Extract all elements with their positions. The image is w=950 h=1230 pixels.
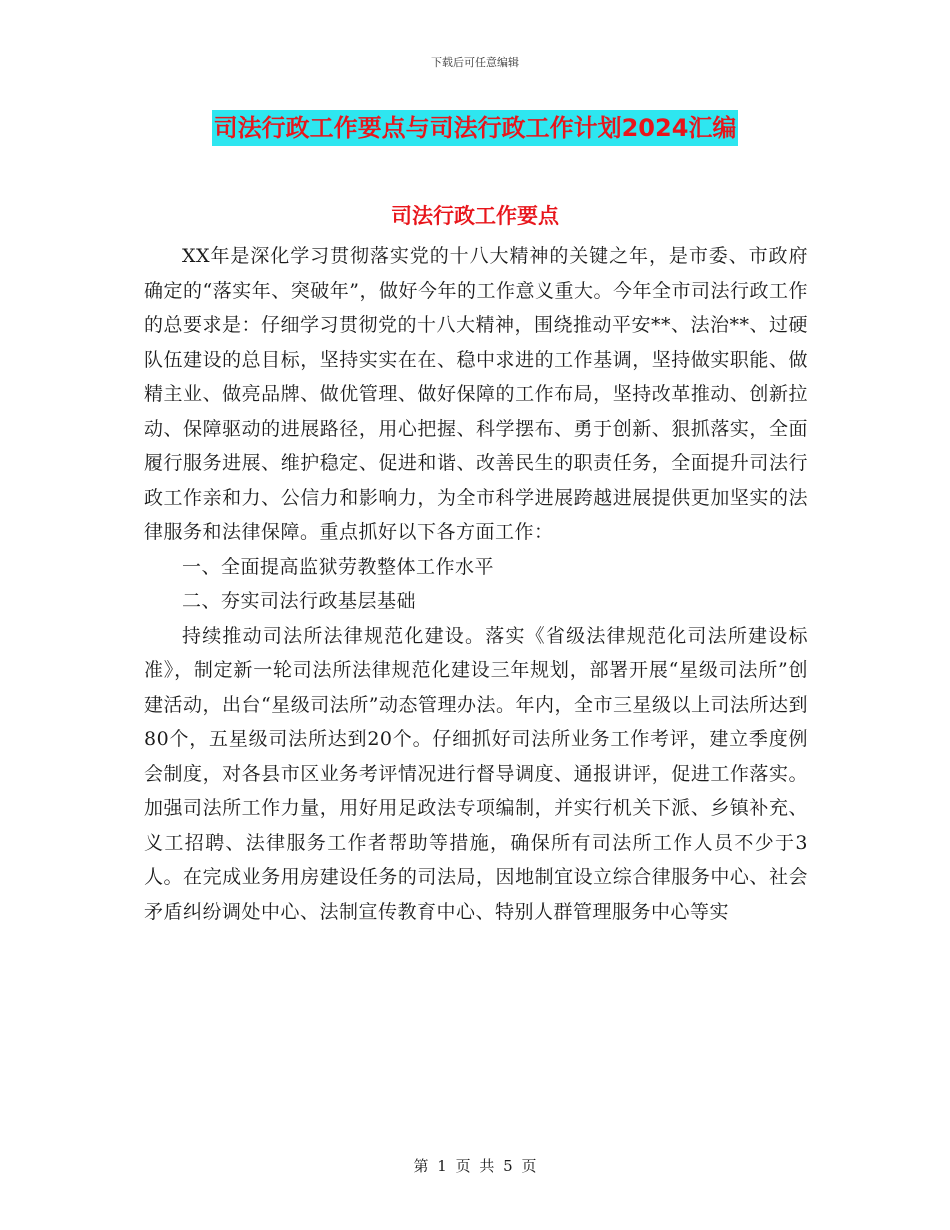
document-title-container — [0, 110, 950, 146]
paragraph-intro: XX年是深化学习贯彻落实党的十八大精神的关键之年，是市委、市政府确定的“落实年、突破年”，做好今年的工作意义重大。今年全市司法行政工作的总要求是：仔细学习贯彻党的十八大精神，围绕推动平安**、法治**、过硬队伍建设的总目标，坚持实实在在、稳中求进的工作基调，坚持做实职能、做精主业、做亮品牌、做优管理、做好保障的工作布局，坚持改革推动、创新拉动、保障驱动的进展路径，用心把握、科学摆布、勇于创新、狠抓落实，全面履行服务进展、维护稳定、促进和谐、改善民生的职责任务，全面提升司法行政工作亲和力、公信力和影响力，为全市科学进展跨越进展提供更加坚实的法律服务和法律保障。重点抓好以下各方面工作： — [144, 245, 809, 543]
heading-item-2: 二、夯实司法行政基层基础 — [182, 590, 417, 612]
heading-item-1: 一、全面提高监狱劳教整体工作水平 — [182, 555, 495, 578]
paragraph-body: 持续推动司法所法律规范化建设。落实《省级法律规范化司法所建设标准》，制定新一轮司法所法律规范化建设三年规划，部署开展“星级司法所”创建活动，出台“星级司法所”动态管理办法。年内，全市三星级以上司法所达到80个，五星级司法所达到20个。仔细抓好司法所业务工作考评，建立季度例会制度，对各县市区业务考评情况进行督导调度、通报讲评，促进工作落实。加强司法所工作力量，用好用足政法专项编制，并实行机关下派、乡镇补充、义工招聘、法律服务工作者帮助等措施，确保所有司法所工作人员不少于3人。在完成业务用房建设任务的司法局，因地制宜设立综合律服务中心、社会矛盾纠纷调处中心、法制宣传教育中心、特别人群管理服务中心等实 — [144, 624, 808, 923]
section-title: 司法行政工作要点 — [391, 204, 559, 228]
document-body — [144, 239, 808, 929]
document-title: 司法行政工作要点与司法行政工作计划2024汇编 — [212, 110, 739, 146]
header-note: 下载后可任意编辑 — [431, 56, 519, 69]
page-number-footer: 第 1 页 共 5 页 — [413, 1157, 537, 1175]
